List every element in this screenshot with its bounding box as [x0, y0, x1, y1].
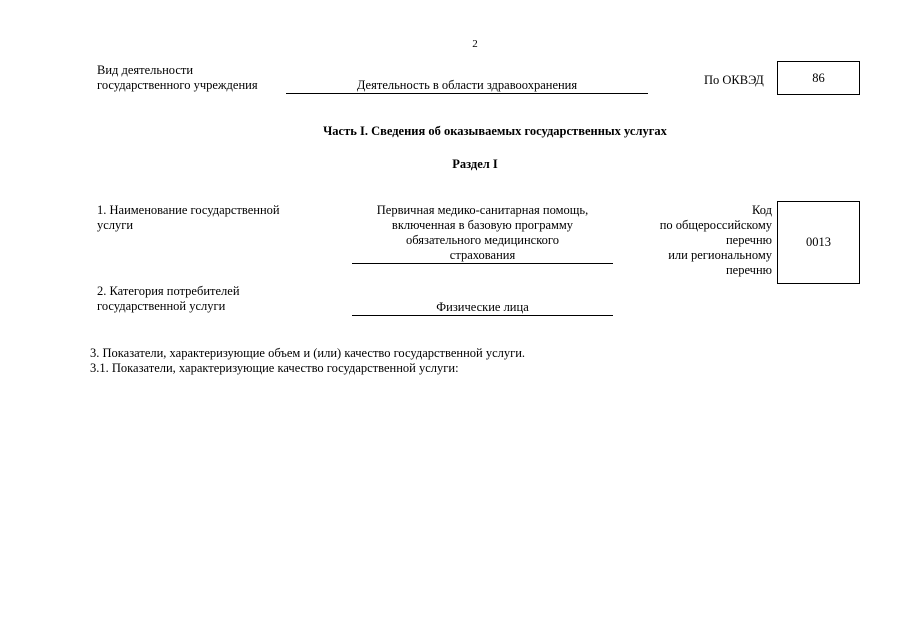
- service-code-label-line5: перечню: [725, 263, 772, 277]
- consumer-category-label-line2: государственной услуги: [97, 299, 226, 313]
- service-code-label: [638, 203, 772, 278]
- service-code-box: 0013: [777, 201, 860, 284]
- service-name-value-line2: включенная в базовую программу: [391, 218, 574, 232]
- activity-value: Деятельность в области здравоохранения: [286, 78, 648, 94]
- consumer-category-value: Физические лица: [352, 300, 613, 316]
- indicators-line2: 3.1. Показатели, характеризующие качество государственной услуги:: [90, 361, 459, 375]
- page-number: 2: [472, 38, 478, 50]
- service-name-label: [97, 203, 322, 233]
- indicators-line1: 3. Показатели, характеризующие объем и (или) качество государственной услуги.: [90, 346, 526, 360]
- service-name-label-line2: услуги: [97, 218, 134, 232]
- service-code-label-line3: перечню: [725, 233, 772, 247]
- service-code-label-line2: по общероссийскому: [659, 218, 772, 232]
- service-code-label-line1: Код: [752, 203, 772, 217]
- section-title: Раздел I: [452, 157, 498, 171]
- service-name-value-line4: страхования: [449, 248, 516, 262]
- service-code-label-line4: или региональному: [668, 248, 772, 262]
- indicators-block: [90, 346, 525, 376]
- service-name-label-line1: 1. Наименование государственной: [97, 203, 280, 217]
- service-name-value-line1: Первичная медико-санитарная помощь,: [376, 203, 589, 217]
- activity-label-line1: Вид деятельности: [97, 63, 194, 77]
- okved-code-box: 86: [777, 61, 860, 95]
- consumer-category-label: [97, 284, 322, 314]
- okved-label: По ОКВЭД: [704, 73, 764, 87]
- service-name-value-line3: обязательного медицинского: [405, 233, 559, 247]
- consumer-category-label-line1: 2. Категория потребителей: [97, 284, 240, 298]
- activity-label-line2: государственного учреждения: [97, 78, 258, 92]
- activity-label: [97, 63, 258, 93]
- part-title: Часть I. Сведения об оказываемых государственных услугах: [323, 124, 667, 138]
- service-name-value: [352, 203, 613, 264]
